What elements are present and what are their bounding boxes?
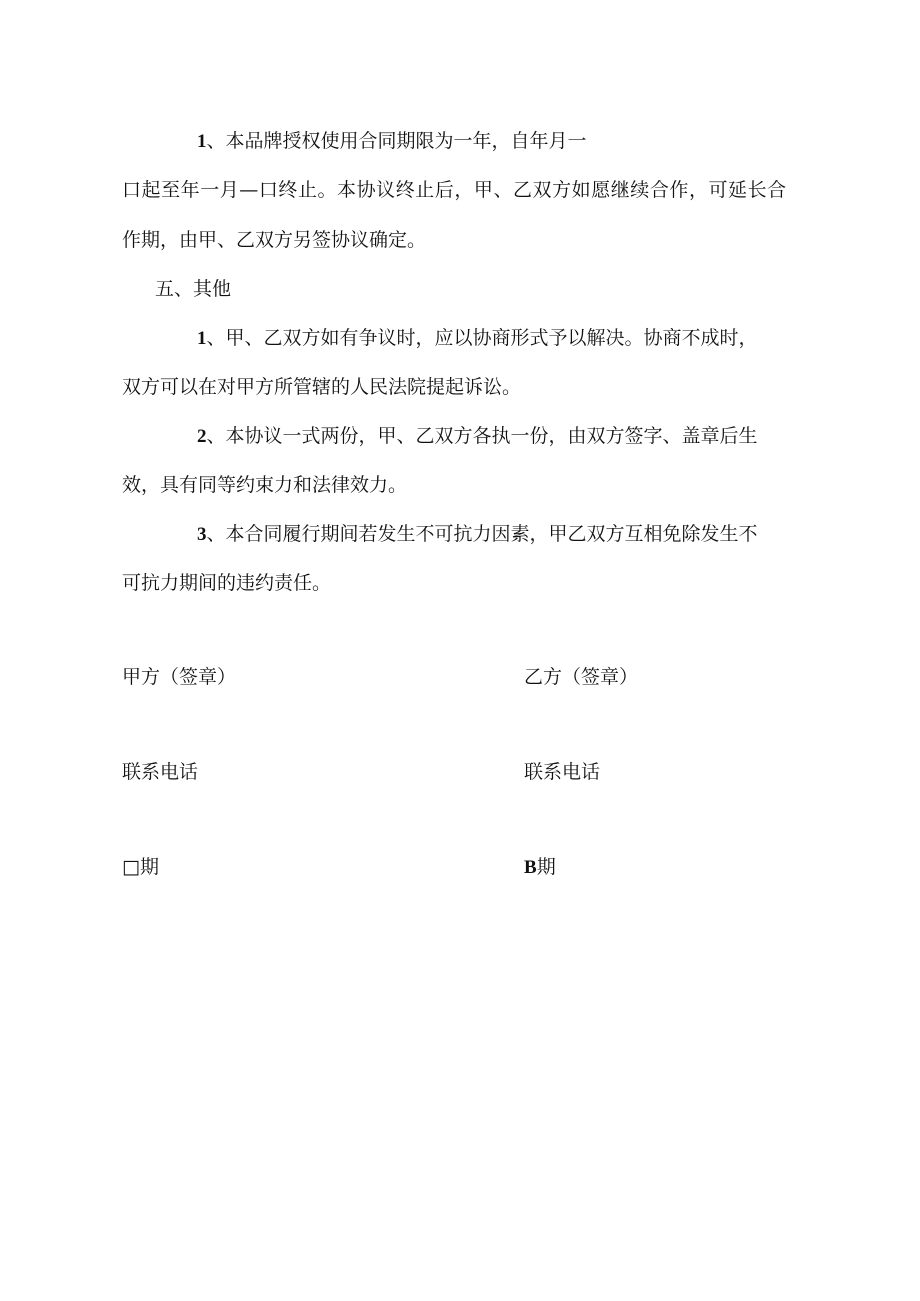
other-item-3-number: 3 xyxy=(197,524,207,545)
party-a-date-text: 期 xyxy=(139,856,159,878)
party-a-seal-label: 甲方（签章） xyxy=(122,666,237,688)
party-a-date-prefix: □ xyxy=(122,856,140,878)
other-item-2-line-1 xyxy=(197,424,758,449)
other-item-1-text: 、甲、乙双方如有争议时，应以协商形式予以解决。协商不成时， xyxy=(206,327,758,349)
other-item-3-line-2: 可抗力期间的违约责任。 xyxy=(122,572,332,594)
other-item-2-text: 、本协议一式两份，甲、乙双方各执一份，由双方签字、盖章后生 xyxy=(206,425,758,447)
party-b-date-label xyxy=(524,855,556,880)
party-b-seal-label: 乙方（签章） xyxy=(524,666,639,688)
other-item-1-line-1 xyxy=(197,326,758,351)
other-item-1-number: 1 xyxy=(197,328,207,349)
section-heading-other: 五、其他 xyxy=(155,278,232,300)
other-item-2-line-2: 效，具有同等约束力和法律效力。 xyxy=(122,474,408,496)
party-b-phone-label: 联系电话 xyxy=(524,761,601,783)
term-item-1-line-2: 口起至年一月—口终止。本协议终止后，甲、乙双方如愿继续合作，可延长合 xyxy=(122,179,787,201)
party-b-date-prefix: B xyxy=(524,857,537,878)
term-item-1-line-3: 作期，由甲、乙双方另签协议确定。 xyxy=(122,229,427,251)
party-a-date-label xyxy=(122,855,159,879)
other-item-1-line-2: 双方可以在对甲方所管辖的人民法院提起诉讼。 xyxy=(122,376,522,398)
term-item-1-text: 、本品牌授权使用合同期限为一年，自年月一 xyxy=(206,130,587,152)
term-item-1-line-1 xyxy=(197,129,587,154)
term-item-1-number: 1 xyxy=(197,131,207,152)
other-item-3-text: 、本合同履行期间若发生不可抗力因素，甲乙双方互相免除发生不 xyxy=(206,523,758,545)
party-b-date-text: 期 xyxy=(536,856,556,878)
party-a-phone-label: 联系电话 xyxy=(122,761,199,783)
other-item-3-line-1 xyxy=(197,522,758,547)
other-item-2-number: 2 xyxy=(197,426,207,447)
